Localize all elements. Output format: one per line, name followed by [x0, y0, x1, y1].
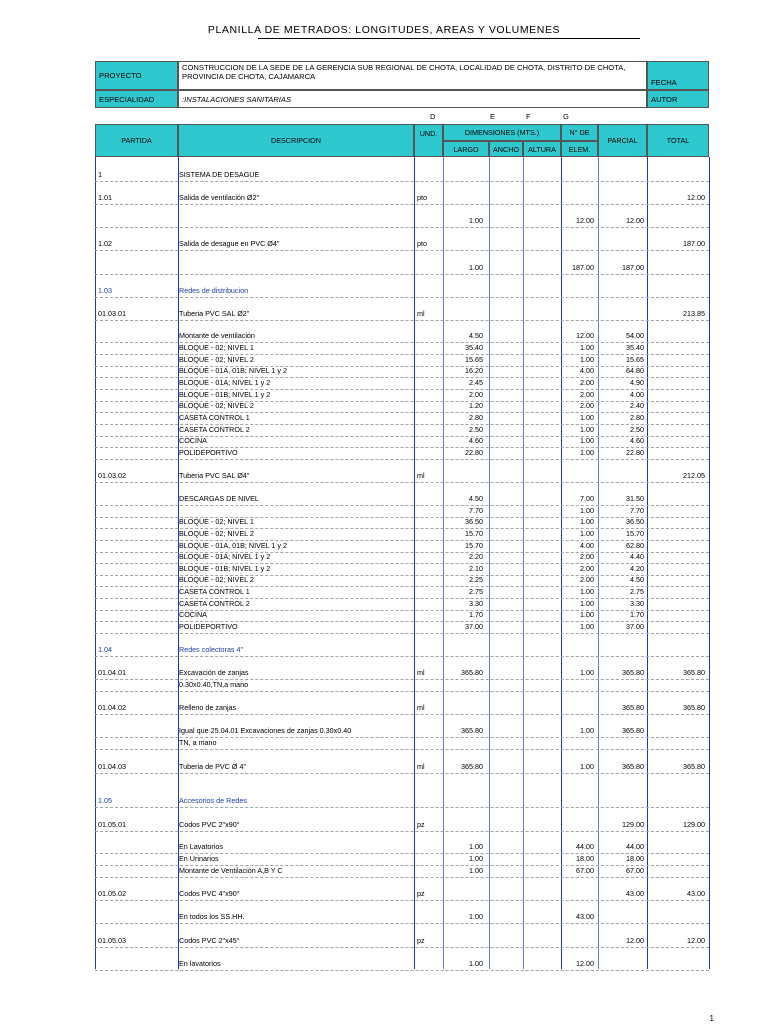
table-row — [95, 192, 709, 203]
cell-largo: 2.45 — [469, 378, 483, 387]
table-row — [95, 574, 709, 585]
cell-desc: BLOQUE - 02; NIVEL 1 — [179, 343, 254, 352]
cell-und: ml — [417, 703, 425, 712]
table-row — [95, 493, 709, 504]
cell-und: pto — [417, 193, 427, 202]
cell-largo: 1.00 — [469, 854, 483, 863]
table-row — [95, 354, 709, 365]
cell-largo: 2.50 — [469, 425, 483, 434]
proyecto-value: CONSTRUCCION DE LA SEDE DE LA GERENCIA SUB REGIONAL DE CHOTA, LOCALIDAD DE CHOTA, DISTRITO DE CHOTA, PROVINCIA DE CHOTA, CAJAMARCA — [178, 61, 647, 90]
cell-elem: 1.00 — [580, 599, 594, 608]
col-letter-g: G — [563, 112, 569, 121]
cell-parcial: 4.00 — [630, 390, 644, 399]
col-header-elem: ELEM. — [561, 141, 598, 157]
cell-parcial: 67.00 — [626, 866, 644, 875]
cell-largo: 2.10 — [469, 564, 483, 573]
row-divider — [95, 297, 709, 298]
cell-total: 365.80 — [683, 762, 705, 771]
cell-parcial: 4.20 — [630, 564, 644, 573]
cell-parcial: 1.70 — [630, 610, 644, 619]
table-row — [95, 169, 709, 180]
title-underline — [258, 38, 640, 39]
cell-parcial: 2.40 — [630, 401, 644, 410]
cell-desc: BLOQUE - 02; NIVEL 2 — [179, 401, 254, 410]
cell-desc: BLOQUE - 01A, 01B; NIVEL 1 y 2 — [179, 366, 287, 375]
cell-largo: 16.20 — [465, 366, 483, 375]
cell-elem: 7.00 — [580, 494, 594, 503]
row-divider — [95, 227, 709, 228]
cell-desc: BLOQUE - 02; NIVEL 2 — [179, 529, 254, 538]
cell-parcial: 36.50 — [626, 517, 644, 526]
cell-total: 212.05 — [683, 471, 705, 480]
cell-elem: 2.00 — [580, 401, 594, 410]
cell-desc: En Lavatorios — [179, 842, 223, 851]
table-row — [95, 365, 709, 376]
cell-elem: 12.00 — [576, 959, 594, 968]
cell-parcial: 18.00 — [626, 854, 644, 863]
cell-parcial: 187.00 — [622, 263, 644, 272]
table-row — [95, 841, 709, 852]
row-divider — [95, 250, 709, 251]
cell-desc: CASETA CONTROL 2 — [179, 425, 250, 434]
table-row — [95, 609, 709, 620]
cell-elem: 1.00 — [580, 448, 594, 457]
cell-largo: 2.75 — [469, 587, 483, 596]
row-divider — [95, 947, 709, 948]
cell-desc: Salida de ventilación Ø2" — [179, 193, 260, 202]
row-divider — [95, 691, 709, 692]
cell-desc: Accesorios de Redes — [179, 796, 247, 805]
cell-parcial: 365.80 — [622, 703, 644, 712]
cell-parcial: 2.50 — [630, 425, 644, 434]
row-divider — [95, 923, 709, 924]
especialidad-label: ESPECIALIDAD — [95, 90, 178, 108]
table-row — [95, 935, 709, 946]
row-divider — [95, 900, 709, 901]
cell-total: 43.00 — [687, 889, 705, 898]
cell-desc: Codos PVC 4"x90° — [179, 889, 240, 898]
cell-largo: 3.30 — [469, 599, 483, 608]
cell-elem: 1.00 — [580, 610, 594, 619]
cell-parcial: 3.30 — [630, 599, 644, 608]
col-header-largo: LARGO — [443, 141, 489, 157]
row-divider — [95, 831, 709, 832]
cell-desc: Codos PVC 2"x45° — [179, 936, 240, 945]
table-row — [95, 761, 709, 772]
table-row — [95, 505, 709, 516]
cell-desc: Redes de distribucion — [179, 286, 249, 295]
table-row — [95, 528, 709, 539]
cell-largo: 2.20 — [469, 552, 483, 561]
table-row — [95, 342, 709, 353]
table-row — [95, 285, 709, 296]
col-header-n-de: N° DE — [561, 124, 598, 141]
cell-und: ml — [417, 471, 425, 480]
cell-partida: 1 — [98, 170, 102, 179]
cell-partida: 01.04.03 — [98, 762, 126, 771]
cell-largo: 365.80 — [461, 762, 483, 771]
cell-elem: 2.00 — [580, 390, 594, 399]
cell-total: 129.00 — [683, 820, 705, 829]
especialidad-value: :INSTALACIONES SANITARIAS — [178, 90, 647, 108]
cell-largo: 4.60 — [469, 436, 483, 445]
table-row — [95, 621, 709, 632]
cell-elem: 1.00 — [580, 622, 594, 631]
cell-partida: 01.03.02 — [98, 471, 126, 480]
cell-desc: BLOQUE - 01B; NIVEL 1 y 2 — [179, 564, 271, 573]
table-row — [95, 400, 709, 411]
cell-desc: En lavatorios — [179, 959, 221, 968]
document-title: PLANILLA DE METRADOS: LONGITUDES, AREAS Y VOLUMENES — [207, 24, 561, 36]
cell-largo: 35.40 — [465, 343, 483, 352]
cell-elem: 1.00 — [580, 762, 594, 771]
cell-partida: 1.03 — [98, 286, 112, 295]
cell-parcial: 365.80 — [622, 762, 644, 771]
table-row — [95, 725, 709, 736]
cell-parcial: 15.65 — [626, 355, 644, 364]
cell-elem: 43.00 — [576, 912, 594, 921]
cell-parcial: 64.80 — [626, 366, 644, 375]
cell-total: 365.80 — [683, 668, 705, 677]
cell-elem: 1.00 — [580, 517, 594, 526]
cell-elem: 1.00 — [580, 425, 594, 434]
table-row — [95, 586, 709, 597]
col-header-altura: ALTURA — [523, 141, 561, 157]
cell-elem: 2.00 — [580, 552, 594, 561]
row-divider — [95, 656, 709, 657]
cell-largo: 15.70 — [465, 541, 483, 550]
cell-partida: 01.05.01 — [98, 820, 126, 829]
cell-desc: Codos PVC 2"x90° — [179, 820, 240, 829]
cell-parcial: 22.80 — [626, 448, 644, 457]
table-row — [95, 516, 709, 527]
cell-elem: 1.00 — [580, 529, 594, 538]
cell-desc: CASETA CONTROL 1 — [179, 587, 250, 596]
cell-largo: 15.70 — [465, 529, 483, 538]
cell-total: 213.85 — [683, 309, 705, 318]
col-letter-d: D — [430, 112, 436, 121]
cell-desc: POLIDEPORTIVO — [179, 622, 238, 631]
cell-und: pto — [417, 239, 427, 248]
cell-und: pz — [417, 820, 425, 829]
cell-desc: Redes colectoras 4" — [179, 645, 244, 654]
cell-desc: BLOQUE - 01A, 01B; NIVEL 1 y 2 — [179, 541, 287, 550]
cell-desc: POLIDEPORTIVO — [179, 448, 238, 457]
row-divider — [95, 204, 709, 205]
cell-parcial: 365.80 — [622, 726, 644, 735]
cell-desc: Igual que 25.04.01 Excavaciones de zanjas 0.30x0.40 — [179, 726, 352, 735]
cell-elem: 1.00 — [580, 506, 594, 515]
cell-elem: 187.00 — [572, 263, 594, 272]
cell-parcial: 35.40 — [626, 343, 644, 352]
cell-desc: 0.30x0.40,TN,a mano — [179, 680, 249, 689]
cell-desc: BLOQUE - 02; NIVEL 2 — [179, 575, 254, 584]
grid-line — [709, 157, 710, 969]
table-row — [95, 308, 709, 319]
cell-partida: 01.04.01 — [98, 668, 126, 677]
fecha-label: FECHA — [647, 61, 709, 90]
cell-parcial: 54.00 — [626, 331, 644, 340]
row-divider — [95, 459, 709, 460]
cell-parcial: 2.80 — [630, 413, 644, 422]
row-divider — [95, 482, 709, 483]
cell-parcial: 15.70 — [626, 529, 644, 538]
row-divider — [95, 749, 709, 750]
cell-elem: 4.00 — [580, 541, 594, 550]
cell-desc: BLOQUE - 02; NIVEL 1 — [179, 517, 254, 526]
cell-und: ml — [417, 309, 425, 318]
row-divider — [95, 320, 709, 321]
table-row — [95, 377, 709, 388]
cell-parcial: 43.00 — [626, 889, 644, 898]
cell-largo: 1.00 — [469, 866, 483, 875]
row-divider — [95, 773, 709, 774]
cell-elem: 1.00 — [580, 343, 594, 352]
table-row — [95, 911, 709, 922]
cell-parcial: 12.00 — [626, 936, 644, 945]
col-header-und: UND. — [414, 124, 443, 157]
col-header-partida: PARTIDA — [95, 124, 178, 157]
col-header-descripcion: DESCRIPCION — [178, 124, 414, 157]
table-row — [95, 958, 709, 969]
table-row — [95, 563, 709, 574]
table-row — [95, 888, 709, 899]
row-divider — [95, 633, 709, 634]
cell-desc: BLOQUE - 01B; NIVEL 1 y 2 — [179, 390, 271, 399]
table-row — [95, 435, 709, 446]
cell-largo: 4.50 — [469, 494, 483, 503]
row-divider — [95, 714, 709, 715]
table-row — [95, 412, 709, 423]
cell-parcial: 129.00 — [622, 820, 644, 829]
cell-desc: Montante de ventilación — [179, 331, 255, 340]
cell-largo: 37.00 — [465, 622, 483, 631]
col-header-ancho: ANCHO — [489, 141, 523, 157]
cell-parcial: 4.40 — [630, 552, 644, 561]
cell-elem: 2.00 — [580, 564, 594, 573]
cell-largo: 1.00 — [469, 216, 483, 225]
cell-elem: 1.00 — [580, 668, 594, 677]
col-letter-e: E — [490, 112, 496, 121]
cell-partida: 01.05.03 — [98, 936, 126, 945]
cell-elem: 1.00 — [580, 587, 594, 596]
cell-largo: 36.50 — [465, 517, 483, 526]
cell-parcial: 31.50 — [626, 494, 644, 503]
table-row — [95, 819, 709, 830]
cell-partida: 1.01 — [98, 193, 112, 202]
row-divider — [95, 181, 709, 182]
cell-largo: 2.25 — [469, 575, 483, 584]
table-row — [95, 330, 709, 341]
row-divider — [95, 274, 709, 275]
cell-partida: 01.05.02 — [98, 889, 126, 898]
cell-elem: 4.00 — [580, 366, 594, 375]
table-row — [95, 540, 709, 551]
cell-elem: 1.00 — [580, 413, 594, 422]
cell-largo: 1.00 — [469, 263, 483, 272]
cell-desc: Tuberia PVC SAL Ø2" — [179, 309, 250, 318]
proyecto-label: PROYECTO — [95, 61, 178, 90]
cell-largo: 365.80 — [461, 668, 483, 677]
cell-desc: Excavación de zanjas — [179, 668, 249, 677]
cell-partida: 1.05 — [98, 796, 112, 805]
col-header-total: TOTAL — [647, 124, 709, 157]
cell-desc: Relleno de zanjas — [179, 703, 237, 712]
cell-desc: BLOQUE - 01A; NIVEL 1 y 2 — [179, 378, 271, 387]
cell-desc: CASETA CONTROL 1 — [179, 413, 250, 422]
cell-desc: SISTEMA DE DESAGUE — [179, 170, 260, 179]
cell-desc: En Urinarios — [179, 854, 219, 863]
cell-desc: Montante de Ventilación A,B Y C — [179, 866, 283, 875]
cell-parcial: 4.50 — [630, 575, 644, 584]
cell-desc: Tuberia PVC SAL Ø4" — [179, 471, 250, 480]
cell-desc: Salida de desague en PVC Ø4" — [179, 239, 280, 248]
cell-total: 12.00 — [687, 936, 705, 945]
cell-total: 12.00 — [687, 193, 705, 202]
table-row — [95, 447, 709, 458]
cell-largo: 1.00 — [469, 842, 483, 851]
cell-elem: 1.00 — [580, 726, 594, 735]
table-row — [95, 702, 709, 713]
cell-partida: 1.04 — [98, 645, 112, 654]
cell-parcial: 37.00 — [626, 622, 644, 631]
table-row — [95, 644, 709, 655]
table-row — [95, 853, 709, 864]
cell-elem: 2.00 — [580, 378, 594, 387]
cell-desc: Tuberia de PVC Ø 4" — [179, 762, 247, 771]
table-row — [95, 262, 709, 273]
cell-largo: 15.65 — [465, 355, 483, 364]
cell-parcial: 7.70 — [630, 506, 644, 515]
cell-desc: BLOQUE - 01A; NIVEL 1 y 2 — [179, 552, 271, 561]
cell-largo: 1.00 — [469, 912, 483, 921]
cell-partida: 1.02 — [98, 239, 112, 248]
cell-elem: 67.00 — [576, 866, 594, 875]
col-letter-f: F — [526, 112, 531, 121]
cell-desc: DESCARGAS DE NIVEL — [179, 494, 259, 503]
cell-desc: COCINA — [179, 436, 207, 445]
cell-elem: 1.00 — [580, 436, 594, 445]
table-row — [95, 667, 709, 678]
cell-desc: TN, a mano — [179, 738, 217, 747]
cell-und: ml — [417, 668, 425, 677]
cell-largo: 4.50 — [469, 331, 483, 340]
table-row — [95, 424, 709, 435]
cell-elem: 12.00 — [576, 216, 594, 225]
col-header-dimensiones: DIMENSIONES (MTS.) — [443, 124, 561, 141]
cell-elem: 1.00 — [580, 355, 594, 364]
cell-largo: 7.70 — [469, 506, 483, 515]
cell-und: pz — [417, 889, 425, 898]
page-number: 1 — [709, 1014, 714, 1023]
cell-parcial: 4.90 — [630, 378, 644, 387]
row-divider — [95, 970, 709, 971]
table-row — [95, 470, 709, 481]
table-row — [95, 389, 709, 400]
table-row — [95, 238, 709, 249]
table-row — [95, 551, 709, 562]
cell-largo: 1.20 — [469, 401, 483, 410]
cell-elem: 18.00 — [576, 854, 594, 863]
cell-total: 187.00 — [683, 239, 705, 248]
row-divider — [95, 807, 709, 808]
cell-parcial: 62.80 — [626, 541, 644, 550]
cell-parcial: 12.00 — [626, 216, 644, 225]
table-row — [95, 215, 709, 226]
cell-parcial: 44.00 — [626, 842, 644, 851]
table-row — [95, 865, 709, 876]
row-divider — [95, 877, 709, 878]
cell-desc: En todos los SS.HH. — [179, 912, 245, 921]
cell-und: ml — [417, 762, 425, 771]
cell-largo: 1.00 — [469, 959, 483, 968]
table-row — [95, 795, 709, 806]
cell-largo: 365.80 — [461, 726, 483, 735]
cell-parcial: 2.75 — [630, 587, 644, 596]
cell-elem: 44.00 — [576, 842, 594, 851]
cell-parcial: 365.80 — [622, 668, 644, 677]
cell-elem: 2.00 — [580, 575, 594, 584]
autor-label: AUTOR — [647, 90, 709, 108]
cell-elem: 12.00 — [576, 331, 594, 340]
col-header-parcial: PARCIAL — [598, 124, 647, 157]
cell-largo: 2.80 — [469, 413, 483, 422]
cell-und: pz — [417, 936, 425, 945]
table-row — [95, 679, 709, 690]
cell-desc: CASETA CONTROL 2 — [179, 599, 250, 608]
cell-partida: 01.04.02 — [98, 703, 126, 712]
table-row — [95, 598, 709, 609]
cell-partida: 01.03.01 — [98, 309, 126, 318]
cell-largo: 1.70 — [469, 610, 483, 619]
table-row — [95, 737, 709, 748]
cell-total: 365.80 — [683, 703, 705, 712]
cell-largo: 2.00 — [469, 390, 483, 399]
cell-parcial: 4.60 — [630, 436, 644, 445]
cell-desc: COCINA — [179, 610, 207, 619]
cell-desc: BLOQUE - 02; NIVEL 2 — [179, 355, 254, 364]
cell-largo: 22.80 — [465, 448, 483, 457]
